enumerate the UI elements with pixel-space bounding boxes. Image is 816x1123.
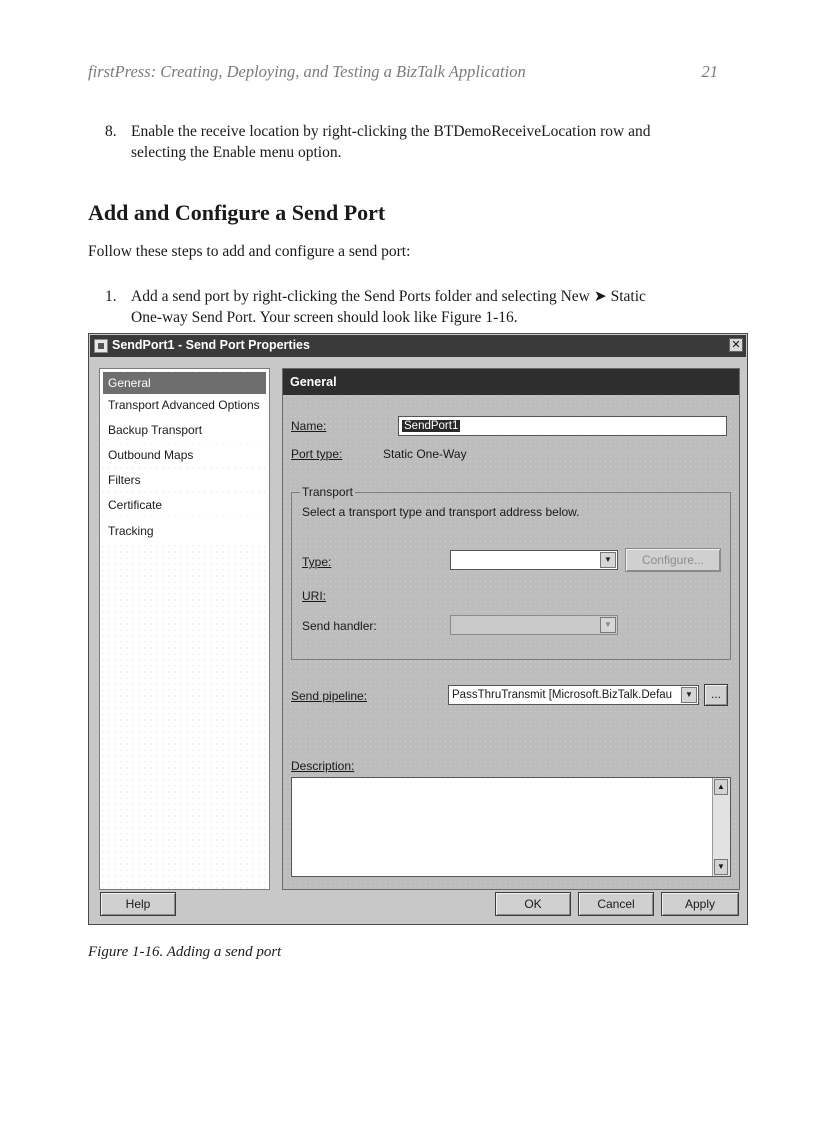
chevron-down-icon[interactable]: ▼ — [600, 552, 616, 568]
uri-label: URI: — [302, 589, 326, 603]
panel-header: General — [283, 369, 739, 395]
section-heading: Add and Configure a Send Port — [88, 200, 386, 225]
nav-item-backup-transport[interactable]: Backup Transport — [103, 419, 266, 441]
nav-item-outbound-maps[interactable]: Outbound Maps — [103, 444, 266, 466]
send-handler-select[interactable] — [450, 615, 618, 635]
help-button[interactable]: Help — [100, 892, 176, 916]
step-8-line-1: Enable the receive location by right-clicking the BTDemoReceiveLocation row and — [131, 123, 651, 140]
page-number: 21 — [701, 62, 718, 81]
step-8-text — [131, 121, 651, 163]
window-icon — [94, 339, 108, 353]
description-label: Description: — [291, 759, 355, 773]
send-handler-label: Send handler: — [302, 619, 377, 633]
configure-button[interactable]: Configure... — [625, 548, 721, 572]
running-head — [88, 62, 728, 86]
step-1-line-2: One-way Send Port. Your screen should look like Figure 1-16. — [131, 309, 518, 326]
scroll-down-icon[interactable]: ▼ — [714, 859, 728, 875]
transport-group — [291, 485, 731, 660]
running-head-title: firstPress: Creating, Deploying, and Testing a BizTalk Application — [88, 62, 526, 81]
description-scrollbar[interactable] — [712, 778, 730, 876]
name-input[interactable] — [398, 416, 727, 436]
nav-item-filters[interactable]: Filters — [103, 469, 266, 491]
general-panel — [282, 368, 740, 890]
name-input-value: SendPort1 — [404, 420, 459, 432]
cancel-button[interactable]: Cancel — [578, 892, 654, 916]
send-pipeline-value: PassThruTransmit [Microsoft.BizTalk.Defau — [452, 689, 673, 701]
send-pipeline-select[interactable] — [448, 685, 699, 705]
send-pipeline-label: Send pipeline: — [291, 689, 368, 703]
figure-caption: Figure 1-16. Adding a send port — [88, 944, 282, 960]
step-1 — [105, 286, 745, 330]
nav-item-transport-advanced-options[interactable]: Transport Advanced Options — [103, 394, 266, 416]
chevron-down-icon[interactable]: ▼ — [681, 687, 697, 703]
step-8-line-2: selecting the Enable menu option. — [131, 144, 342, 161]
property-pages-nav — [99, 368, 270, 890]
step-1-text — [131, 286, 646, 328]
port-type-value: Static One-Way — [383, 447, 467, 461]
step-1-line-1: Add a send port by right-clicking the Send Ports folder and selecting New ➤ Static — [131, 288, 646, 305]
nav-item-tracking[interactable]: Tracking — [103, 520, 266, 542]
nav-item-general[interactable]: General — [103, 372, 266, 394]
dialog-title: SendPort1 - Send Port Properties — [112, 338, 310, 352]
step-8 — [105, 121, 745, 165]
step-1-number: 1. — [105, 288, 117, 305]
ok-button[interactable]: OK — [495, 892, 571, 916]
transport-type-select[interactable] — [450, 550, 618, 570]
close-icon[interactable]: ✕ — [729, 338, 743, 352]
type-label: Type: — [302, 555, 332, 569]
step-8-number: 8. — [105, 123, 117, 140]
dialog-title-bar[interactable] — [90, 335, 746, 357]
port-type-label: Port type: — [291, 447, 343, 461]
send-port-properties-dialog — [88, 333, 748, 925]
section-intro: Follow these steps to add and configure a send port: — [88, 243, 411, 260]
transport-hint: Select a transport type and transport address below. — [302, 505, 580, 519]
transport-legend: Transport — [302, 485, 353, 499]
name-label: Name: — [291, 419, 327, 433]
scroll-up-icon[interactable]: ▲ — [714, 779, 728, 795]
description-textarea[interactable] — [291, 777, 731, 877]
browse-pipeline-button[interactable]: ... — [704, 684, 728, 706]
chevron-down-icon[interactable]: ▼ — [600, 617, 616, 633]
nav-item-certificate[interactable]: Certificate — [103, 494, 266, 516]
apply-button[interactable]: Apply — [661, 892, 739, 916]
